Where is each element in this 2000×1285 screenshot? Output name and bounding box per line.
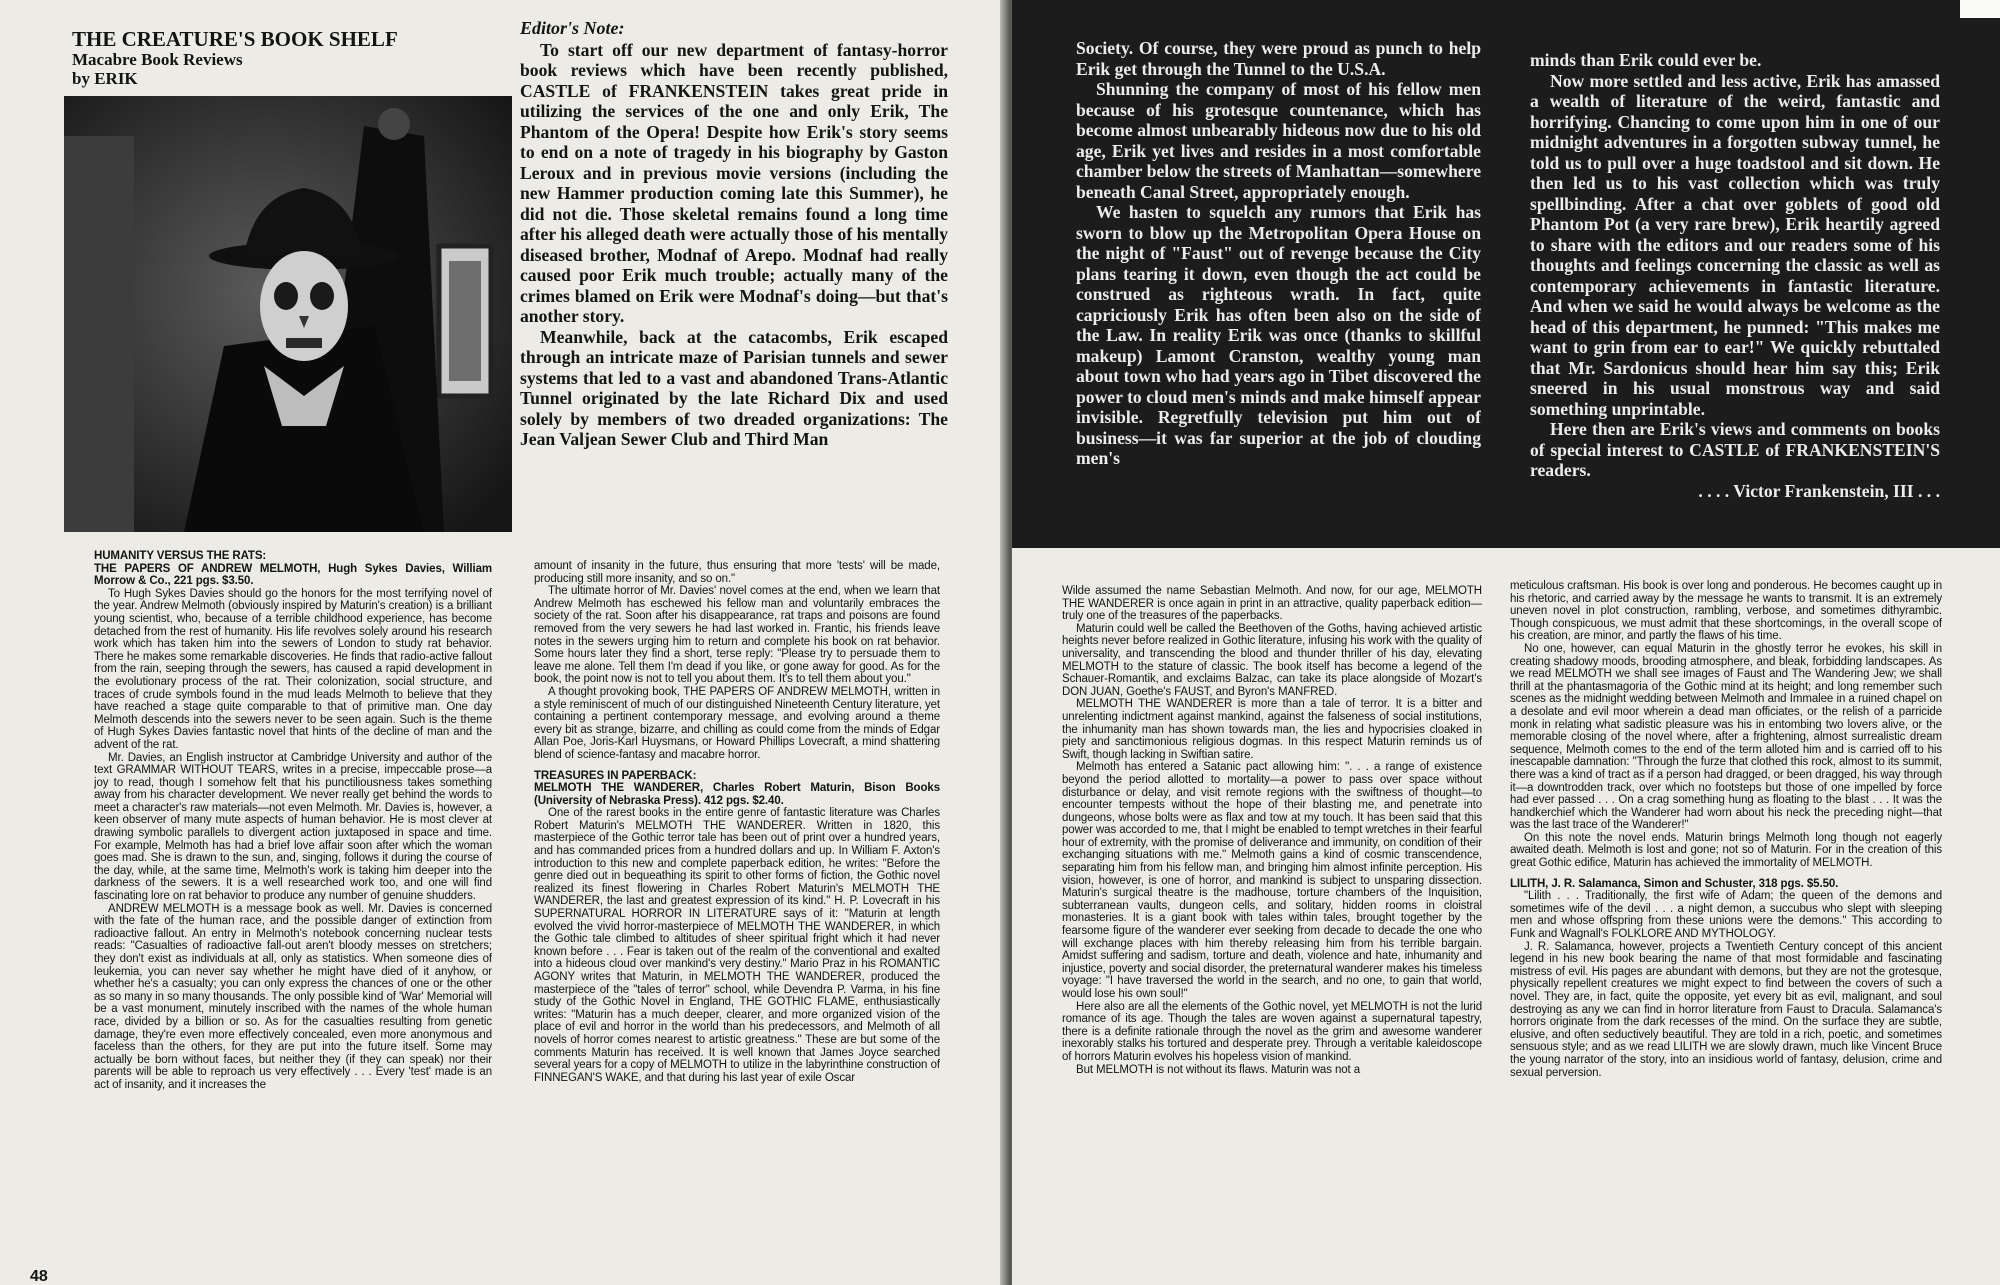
review-column-2 [534,560,940,1265]
review-column-3 [1062,585,1482,1277]
right-page [1012,0,2000,1285]
page-number: 48 [30,1268,48,1285]
phantom-photo [64,96,512,532]
review-paragraph: To Hugh Sykes Davies should go the honors for the most terrifying novel of the year. Andrew Melmoth (obviously inspired by Maturin's creation) is a brilliant young scientist, who, because of a terrible childhood experience, has become detached from the rest of humanity. His life revolves solely around his research work which has taken him into the sewers of London to study rat behavior. There he makes some remarkable discoveries. He finds that radio-active fallout from the rain, seeping through the sewers, has caused a rapid development in the evolutionary process of the rat. Their colonization, social structure, and traces of crude symbols found in the mud leads Melmoth to believe that they have reached a stage quite comparable to that of primitive man. One day Melmoth descends into the sewers never to be seen again. Such is the theme of Hugh Sykes Davies fantastic novel that hints of the decline of man and the advent of the rat. [94,587,492,751]
editors-note-paragraph: Meanwhile, back at the catacombs, Erik escaped through an intricate maze of Parisian tunnels and sewer systems that led to a vast and abandoned Trans-Atlantic Tunnel originated by the late Richard Dix and used solely by members of two dreaded organizations: The Jean Valjean Sewer Club and Third Man [520,326,948,449]
editors-note [520,18,948,548]
review-paragraph: But MELMOTH is not without its flaws. Maturin was not a [1076,1063,1361,1076]
editors-note-paragraph: To start off our new department of fantasy-horror book reviews which have been recently published, CASTLE of FRANKENSTEIN takes great pride in utilizing the services of the one and only Erik, The Phantom of the Opera! Despite how Erik's story seems to end on a note of tragedy in his biography by Gaston Leroux and in previous movie versions (including the new Hammer production coming late this Summer), he did not die. Those skeletal remains found a long time after his alleged death were actually those of his mentally diseased brother, Modnaf of Arepo. Modnaf had really caused poor Erik much trouble; actually many of the crimes blamed on Erik were Modnaf's doing—but that's another story. [520,39,948,326]
review-paragraph: Melmoth has entered a Satanic pact allowing him: ". . . a range of existence beyond the period allotted to mortality—a power to pass over space without disturbance or delay, and visit remote regions with the swiftness of thought—to encounter tempests without the hope of their blasting me, and penetrate into dungeons, whose bolts were as flax and tow at my touch. It has been said that this power was accorded to me, that I might be enabled to tempt wretches in their fearful hour of extremity, with the promise of deliverance and immunity, on condition of their exchanging situations with me." Melmoth gains a kind of cosmic transcendence, separating him from his fellow man, and bringing him almost infinite perception. His vision, however, is one of horror, and mankind is subject to unsparing dissection. Maturin's surgical theatre is the madhouse, torture chambers of the Inquisition, subterranean vaults, dungeon cells, and solitary, hidden rooms in cloistral monasteries. It is a giant book with tales within tales, brought together by the fearsome figure of the wanderer ever seeking from decade to decade the one who will exchange places with him thereby releasing him from his terrible bargain. Amidst suffering and sadism, torture and death, violence and hate, inhumanity and injustice, poverty and social disorder, the preternatural wanderer makes his timeless voyage: "I have traversed the world in the search, and no one, to gain that world, would lose his own soul!" [1062,761,1482,1000]
signature: . . . . Victor Frankenstein, III . . . [1698,480,1940,501]
editors-note-heading: Editor's Note: [520,18,625,38]
intro-paragraph: Now more settled and less active, Erik has amassed a wealth of literature of the weird, fantastic and horrifying. Chancing to come upon him in one of our midnight adventures in a forgotten subway tunnel, he told us to pull over a huge toadstool and sit down. He then led us to his vast collection which was truly spellbinding. After a chat over goblets of good old Phantom Pot (a very rare brew), Erik heartily agreed to share with the editors and our readers some of his thoughts and feelings concerning the classic as well as contemporary achievements in fantastic literature. And when we said he would always be welcome as the head of this department, he punned: "This makes me want to grin from ear to ear!" We quickly rebuttaled that Mr. Sardonicus should hear him say this; Erik sneered in his usual monstrous way and said something unprintable. [1530,70,1940,419]
intro-paragraph: Shunning the company of most of his fellow men because of his grotesque countenance, which has become almost unbearably hideous now due to his old age, Erik yet lives and resides in a most comfortable chamber below the streets of Manhattan—somewhere beneath Canal Street, appropriately enough. [1076,79,1481,202]
review-paragraph: meticulous craftsman. His book is over long and ponderous. He becomes caught up in his rhetoric, and carried away by the message he wants to transmit. It is an extremely uneven novel in plot construction, rambling, verbose, and sometimes dithyrambic. Though conspicuous, we must admit that these shortcomings, in the overall scope of his creation, are minor, and partly the flaws of his time. [1510,580,1942,643]
intro-paragraph: minds than Erik could ever be. [1530,50,1762,70]
section-heading: HUMANITY VERSUS THE RATS: [94,550,267,562]
intro-paragraph: Here then are Erik's views and comments on books of special interest to CASTLE of FRANKENSTEIN'S readers. [1530,419,1940,480]
review-paragraph: "Lilith . . . Traditionally, the first wife of Adam; the queen of the demons and sometimes wife of the devil . . . a night demon, a succubus who slept with sleeping men and whose offspring from these unions were the demons." This according to Funk and Wagnall's FOLKLORE AND MYTHOLOGY. [1510,890,1942,941]
book-title: MELMOTH THE WANDERER, Charles Robert Maturin, Bison Books (University of Nebraska Press). 412 pgs. $2.40. [534,782,940,807]
dark-panel [1012,0,2000,548]
column-subtitle: Macabre Book Reviews [72,50,243,69]
column-byline: by ERIK [72,69,138,88]
review-paragraph: A thought provoking book, THE PAPERS OF ANDREW MELMOTH, written in a style reminiscent of much of our distinguished Nineteenth Century literature, yet containing a pertinent contemporary message, and evolving around a theme every bit as strange, bizarre, and chilling as could come from the minds of Edgar Allan Poe, Joris-Karl Huysmans, or Howard Phillips Lovecraft, a mind shattering blend of science-fantasy and macabre horror. [534,685,940,761]
review-paragraph: Maturin could well be called the Beethoven of the Goths, having achieved artistic heights never before realized in Gothic literature, infusing his work with the quality of universality, and transcending the blood and thunder thriller of his day, elevating MELMOTH to the stature of classic. The book itself has become a legend of the Schauer-Romantik, and exclaims Balzac, can take its place alongside of Mozart's DON JUAN, Goethe's FAUST, and Byron's MANFRED. [1062,622,1482,698]
review-paragraph: The ultimate horror of Mr. Davies' novel comes at the end, when we learn that Andrew Melmoth has eschewed his fellow man and voluntarily embraces the society of the rat. Soon after his disappearance, rat traps and poisons are found removed from the very sewers he had last worked in. Frantic, his friends leave notes in the sewers urging him to return and complete his book on rat behavior. Some hours later they find a short, terse reply: "Please try to persuade them to leave me alone. Tell them I'm dead if you like, or gone away for good. As for the book, the point now is not to tell you about them. It's to tell them about you." [534,585,940,686]
column-title: THE CREATURE'S BOOK SHELF [72,28,398,51]
section-heading: TREASURES IN PAPERBACK: [534,769,697,782]
review-paragraph: MELMOTH THE WANDERER is more than a tale of terror. It is a bitter and unrelenting indictment against mankind, against the falseness of social institutions, the inhumanity man has shown towards man, the lies and hypocrisies cloaked in piety and sanctimonious religious dogmas. In this respect Maturin reminds us of Swift, though lacking in Swiftian satire. [1062,698,1482,761]
review-paragraph: Here also are all the elements of the Gothic novel, yet MELMOTH is not the lurid romance of its age. Though the tales are woven against a supernatural tapestry, there is a definite rationale through the novel as the grim and awesome wanderer inexorably stalks his tortured and desperate prey. Through a veritable kaleidoscope of horrors Maturin evolves his hopeless vision of mankind. [1062,1000,1482,1063]
intro-paragraph: Society. Of course, they were proud as punch to help Erik get through the Tunnel to the U.S.A. [1076,38,1481,79]
page-edge [1960,0,2000,18]
intro-paragraph: We hasten to squelch any rumors that Erik has sworn to blow up the Metropolitan Opera House on the night of "Faust" out of revenge because the City plans tearing it down, even though the act could be construed as righteous wrath. In fact, quite capriciously Erik has often been also on the side of the Law. In reality Erik was once (thanks to skillful makeup) Lamont Cranston, wealthy young man about town who had years ago in Tibet discovered the power to cloud men's minds and make himself appear invisible. Regretfully television put him out of business—it was far superior at the job of clouding men's [1076,202,1481,468]
review-column-1 [94,550,492,1265]
book-title: THE PAPERS OF ANDREW MELMOTH, Hugh Sykes Davies, William Morrow & Co., 221 pgs. $3.50. [94,562,492,588]
review-paragraph: ANDREW MELMOTH is a message book as well. Mr. Davies is concerned with the fate of the human race, and the possible danger of extinction from radioactive fallout. An entry in Melmoth's notebook concerning nuclear tests reads: "Casualties of radioactive fall-out aren't bloody messes on stretchers; they don't exist as individuals at all, only as statistics. When someone dies of leukemia, you can never say whether he might have died of it anyhow, or whether he's a casualty; you can only express the chances of one or the other as so many in so many thousands. The only possible kind of 'War' Memorial will be a vast monument, minutely inscribed with the names of the whole human race, divided by a billion or so. As for the casualties resulting from genetic damage, they're even more effectively concealed, even more anonymous and faceless than the others, for they are put into the future itself. Some may actually be born without faces, but neither they (if they can speak) nor their parents will be able to reproach us very effectively . . . Every 'test' made is an act of insanity, and it increases the [94,902,492,1091]
review-paragraph: No one, however, can equal Maturin in the ghostly terror he evokes, his skill in creating shadowy moods, brooding atmosphere, and bleak, forbidding landscapes. As we read MELMOTH we shall see images of Faust and The Wandering Jew; we shall thrill at the phantasmagoria of the Gothic mind at its height; and long remember such scenes as the midnight wedding between Melmoth and Immalee in a ruined chapel on a desolate and evil moor wherein a dead man officiates, or the relish of a parricide monk in relating what sadistic pleasure was his in entombing two lovers alive, or the memorable closing of the novel where, after a frightening, almost surrealistic dream sequence, Melmoth comes to the end of the term alloted him and is carried off to his inescapable damnation: "Through the furze that clothed this rock, almost to its summit, there was a kind of tract as if a person had dragged, or been dragged, his way through it—a downtrodden track, over which no footsteps but those of one impelled by force had ever passed . . . On a crag something hung as floating to the blast . . . It was the handkerchief which the Wanderer had worn about his neck the preceding night—that was the last trace of the Wanderer!" [1510,642,1942,832]
review-paragraph: On this note the novel ends. Maturin brings Melmoth long though not eagerly awaited death. Melmoth is lost and gone; not so of Maturin. For in the creation of this great Gothic edifice, Maturin has achieved the immortality of MELMOTH. [1510,831,1942,870]
phantom-illustration [64,96,512,532]
review-column-4 [1510,580,1942,1277]
column-header [72,28,432,88]
review-paragraph: Mr. Davies, an English instructor at Cambridge University and author of the text GRAMMAR WITHOUT TEARS, writes in a precise, impeccable prose—a joy to read, though I somehow felt that his punctiliousness takes something away from his character development. We never really get behind the words to meet a character's raw materials—not even Melmoth. Mr. Davies is, however, a keen observer of many mute aspects of human behavior. He is most clever at drawing symbolic parallels to divergent action juxtaposed in space and time. For example, Melmoth has had a brief love affair soon after which the woman goes mad. She is drawn to the sun, and, singing, follows it during the course of the day, while, at the same time, Melmoth's work is taking him deeper into the darkness of the sewers. It is a well researched work too, and one will find fascinating lore on rat behavior to produce any number of genuine shudders. [94,751,492,903]
review-paragraph: amount of insanity in the future, thus ensuring that more 'tests' will be made, producing still more insanity, and so on." [534,560,940,585]
intro-column-1 [1076,38,1481,543]
review-paragraph: J. R. Salamanca, however, projects a Twentieth Century concept of this ancient legend in his new book bearing the name of that most formidable and fascinating mistress of evil. His pages are abundant with demons, but they are not the grotesque, physically repellent creatures we might expect to find between the covers of such a novel. They are, in fact, quite the opposite, yet every bit as evil, malignant, and soul destroying as any we can find in horror literature from Faust to Dracula. Salamanca's horrors originate from the dark recesses of the mind. On the surface they are subtle, elusive, and often seductively beautiful. They are told in a rich, poetic, and sometimes sensuous style; and as we read LILITH we are slowly drawn, much like Vincent Bruce the young narrator of the story, into an insidious world of fantasy, delusion, crime and sexual perversion. [1510,940,1942,1079]
review-paragraph: Wilde assumed the name Sebastian Melmoth. And now, for our age, MELMOTH THE WANDERER is once again in print in an attractive, quality paperback edition—truly one of the treasures of the paperbacks. [1062,585,1482,623]
intro-column-2 [1530,50,1940,545]
book-title: LILITH, J. R. Salamanca, Simon and Schuster, 318 pgs. $5.50. [1510,877,1839,890]
review-paragraph: One of the rarest books in the entire genre of fantastic literature was Charles Robert Maturin's MELMOTH THE WANDERER. Written in 1820, this masterpiece of the Gothic terror tale has been out of print over a hundred years, and has commanded prices from a hundred dollars and up. In William F. Axton's introduction to this new and complete paperback edition, he writes: "Before the genre died out in bequeathing its spirit to other forms of fiction, the Gothic novel realized its finest flowering in Charles Robert Maturin's MELMOTH THE WANDERER, the last and greatest expression of its kind." H. P. Lovecraft in his SUPERNATURAL HORROR IN LITERATURE says of it: "Maturin at length evolved the vivid horror-masterpiece of MELMOTH THE WANDERER, in which the Gothic tale climbed to altitudes of sheer spiritual fright which it had never known before . . . Fear is taken out of the realm of the conventional and exalted into a hideous cloud over mankind's very destiny." Mario Praz in his ROMANTIC AGONY writes that Maturin, in MELMOTH THE WANDERER, produced the masterpiece of the "tales of terror" school, while Devendra P. Varma, in his fine study of the Gothic Novel in England, THE GOTHIC FLAME, enthusiastically writes: "Maturin has a much deeper, clearer, and more organized vision of the place of evil and horror in the world than his predecessors, and Melmoth of all novels of horror comes nearest to artistic greatness." These are but some of the comments Maturin has received. It is well known that James Joyce searched several years for a copy of MELMOTH to utilize in the labyrinthine construction of FINNEGAN'S WAKE, and that during his last year of exile Oscar [534,807,940,1084]
